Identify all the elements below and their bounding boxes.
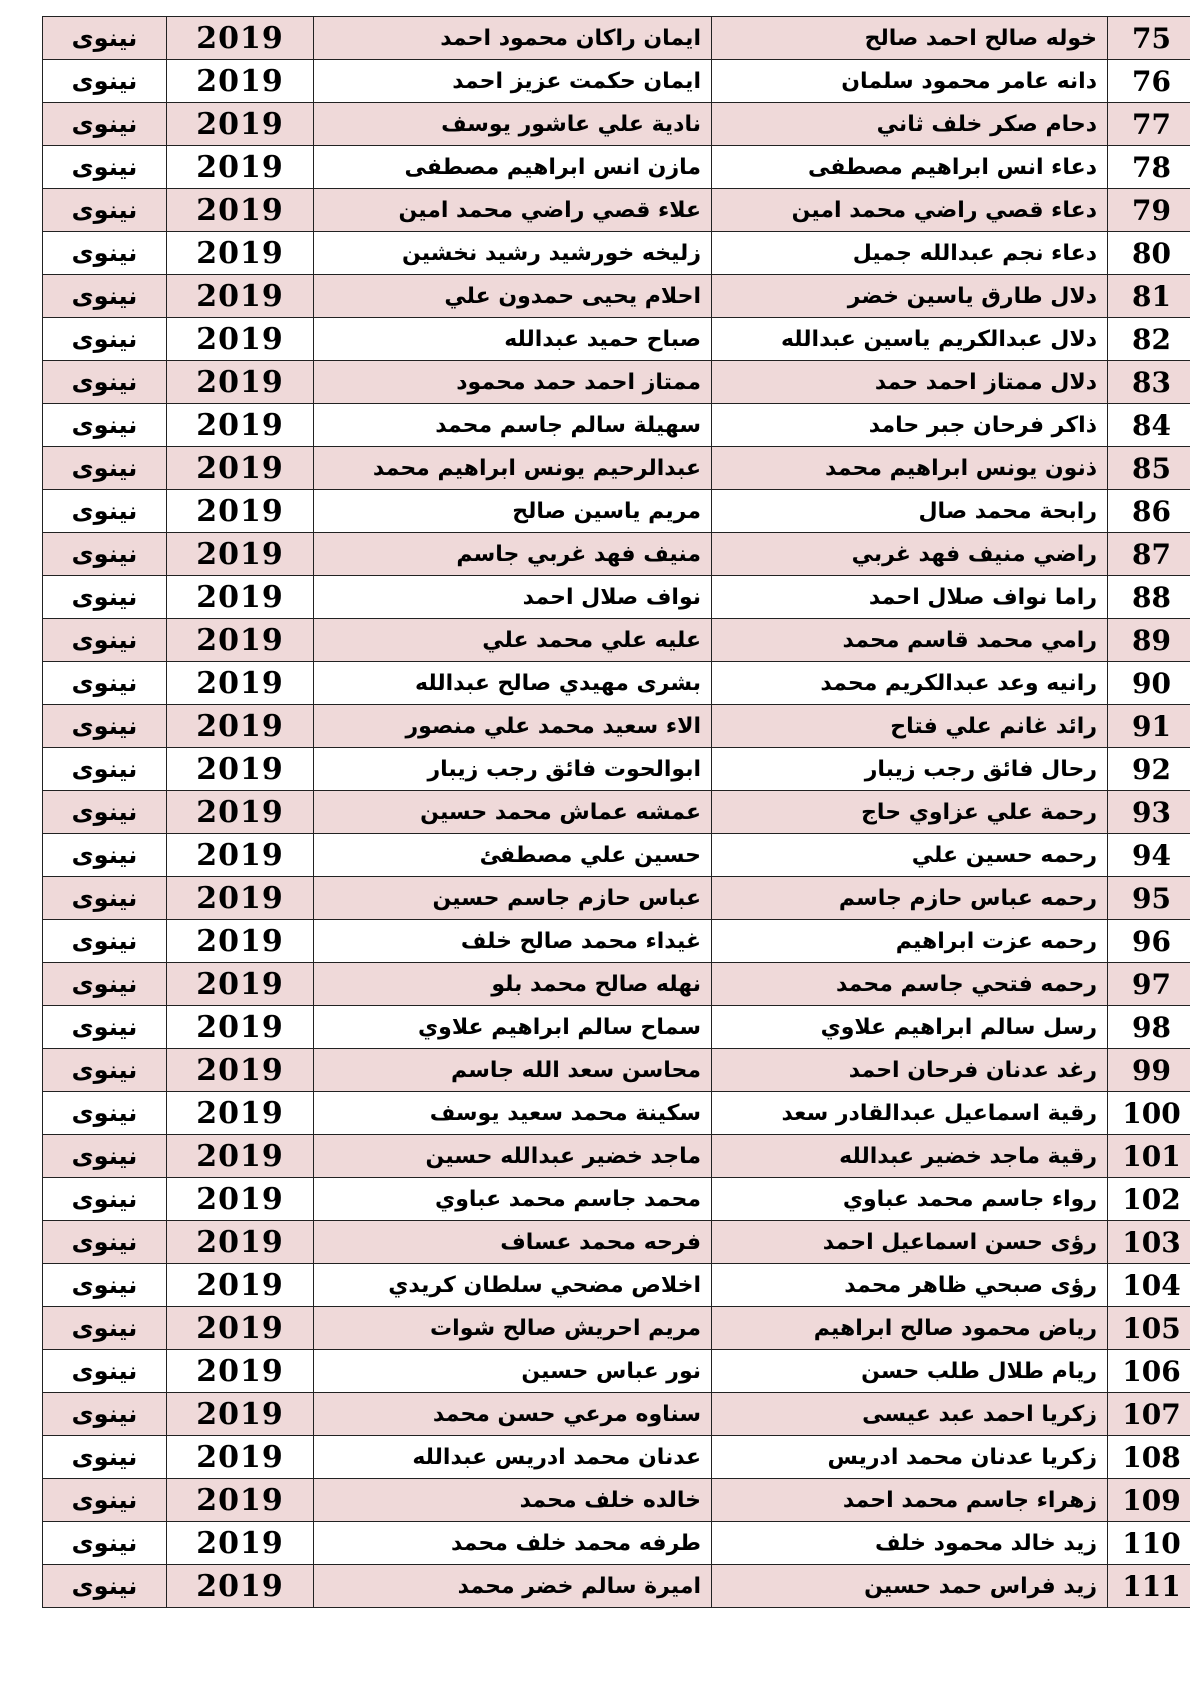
year-cell: 2019 bbox=[167, 1049, 314, 1092]
row-number-cell: 91 bbox=[1108, 705, 1190, 748]
row-number-cell: 103 bbox=[1108, 1221, 1190, 1264]
row-number-cell: 83 bbox=[1108, 361, 1190, 404]
mother-name-cell: الاء سعيد محمد علي منصور bbox=[314, 705, 712, 748]
table-row bbox=[43, 275, 1190, 318]
student-name-cell: رابحة محمد صال bbox=[712, 490, 1108, 533]
mother-name-cell: عباس حازم جاسم حسين bbox=[314, 877, 712, 920]
student-name-cell: دلال ممتاز احمد حمد bbox=[712, 361, 1108, 404]
student-name-cell: رانيه وعد عبدالكريم محمد bbox=[712, 662, 1108, 705]
student-name-cell: دعاء نجم عبدالله جميل bbox=[712, 232, 1108, 275]
mother-name-cell: غيداء محمد صالح خلف bbox=[314, 920, 712, 963]
governorate-cell: نينوى bbox=[43, 318, 167, 361]
student-name-cell: رحمه عزت ابراهيم bbox=[712, 920, 1108, 963]
year-cell: 2019 bbox=[167, 1522, 314, 1565]
row-number-cell: 93 bbox=[1108, 791, 1190, 834]
year-cell: 2019 bbox=[167, 189, 314, 232]
row-number-cell: 110 bbox=[1108, 1522, 1190, 1565]
table-row bbox=[43, 1178, 1190, 1221]
row-number-cell: 78 bbox=[1108, 146, 1190, 189]
mother-name-cell: ممتاز احمد حمد محمود bbox=[314, 361, 712, 404]
student-name-cell: رؤى حسن اسماعيل احمد bbox=[712, 1221, 1108, 1264]
row-number-cell: 75 bbox=[1108, 17, 1190, 60]
mother-name-cell: علاء قصي راضي محمد امين bbox=[314, 189, 712, 232]
student-name-cell: زيد فراس حمد حسين bbox=[712, 1565, 1108, 1608]
table-row bbox=[43, 17, 1190, 60]
row-number-cell: 96 bbox=[1108, 920, 1190, 963]
mother-name-cell: فرحه محمد عساف bbox=[314, 1221, 712, 1264]
student-name-cell: زكريا عدنان محمد ادريس bbox=[712, 1436, 1108, 1479]
governorate-cell: نينوى bbox=[43, 619, 167, 662]
table-row bbox=[43, 1135, 1190, 1178]
student-name-cell: رحمة علي عزاوي حاج bbox=[712, 791, 1108, 834]
year-cell: 2019 bbox=[167, 1393, 314, 1436]
year-cell: 2019 bbox=[167, 1565, 314, 1608]
table-row bbox=[43, 1049, 1190, 1092]
governorate-cell: نينوى bbox=[43, 1006, 167, 1049]
mother-name-cell: محاسن سعد الله جاسم bbox=[314, 1049, 712, 1092]
mother-name-cell: ايمان حكمت عزيز احمد bbox=[314, 60, 712, 103]
row-number-cell: 95 bbox=[1108, 877, 1190, 920]
year-cell: 2019 bbox=[167, 1178, 314, 1221]
row-number-cell: 79 bbox=[1108, 189, 1190, 232]
student-name-cell: رقية اسماعيل عبدالقادر سعد bbox=[712, 1092, 1108, 1135]
row-number-cell: 106 bbox=[1108, 1350, 1190, 1393]
table-row bbox=[43, 1307, 1190, 1350]
student-name-cell: رؤى صبحي ظاهر محمد bbox=[712, 1264, 1108, 1307]
student-name-cell: رسل سالم ابراهيم علاوي bbox=[712, 1006, 1108, 1049]
year-cell: 2019 bbox=[167, 103, 314, 146]
governorate-cell: نينوى bbox=[43, 404, 167, 447]
table-row bbox=[43, 834, 1190, 877]
year-cell: 2019 bbox=[167, 490, 314, 533]
year-cell: 2019 bbox=[167, 60, 314, 103]
student-name-cell: دعاء انس ابراهيم مصطفى bbox=[712, 146, 1108, 189]
year-cell: 2019 bbox=[167, 1221, 314, 1264]
mother-name-cell: منيف فهد غربي جاسم bbox=[314, 533, 712, 576]
year-cell: 2019 bbox=[167, 662, 314, 705]
mother-name-cell: اميرة سالم خضر محمد bbox=[314, 1565, 712, 1608]
governorate-cell: نينوى bbox=[43, 662, 167, 705]
year-cell: 2019 bbox=[167, 834, 314, 877]
governorate-cell: نينوى bbox=[43, 490, 167, 533]
table-row bbox=[43, 404, 1190, 447]
mother-name-cell: اخلاص مضحي سلطان كريدي bbox=[314, 1264, 712, 1307]
mother-name-cell: نواف صلال احمد bbox=[314, 576, 712, 619]
year-cell: 2019 bbox=[167, 920, 314, 963]
governorate-cell: نينوى bbox=[43, 791, 167, 834]
governorate-cell: نينوى bbox=[43, 17, 167, 60]
student-name-cell: رواء جاسم محمد عباوي bbox=[712, 1178, 1108, 1221]
governorate-cell: نينوى bbox=[43, 1264, 167, 1307]
student-name-cell: دلال عبدالكريم ياسين عبدالله bbox=[712, 318, 1108, 361]
mother-name-cell: نور عباس حسين bbox=[314, 1350, 712, 1393]
table-row bbox=[43, 1264, 1190, 1307]
student-name-cell: راما نواف صلال احمد bbox=[712, 576, 1108, 619]
governorate-cell: نينوى bbox=[43, 60, 167, 103]
table-row bbox=[43, 748, 1190, 791]
mother-name-cell: مازن انس ابراهيم مصطفى bbox=[314, 146, 712, 189]
table-row bbox=[43, 877, 1190, 920]
year-cell: 2019 bbox=[167, 533, 314, 576]
student-name-cell: دلال طارق ياسين خضر bbox=[712, 275, 1108, 318]
table-row bbox=[43, 361, 1190, 404]
year-cell: 2019 bbox=[167, 791, 314, 834]
mother-name-cell: زليخه خورشيد رشيد نخشين bbox=[314, 232, 712, 275]
student-name-cell: ريام طلال طلب حسن bbox=[712, 1350, 1108, 1393]
mother-name-cell: نهله صالح محمد بلو bbox=[314, 963, 712, 1006]
year-cell: 2019 bbox=[167, 1264, 314, 1307]
year-cell: 2019 bbox=[167, 748, 314, 791]
row-number-cell: 105 bbox=[1108, 1307, 1190, 1350]
governorate-cell: نينوى bbox=[43, 834, 167, 877]
table-row bbox=[43, 576, 1190, 619]
table-row bbox=[43, 447, 1190, 490]
table-row bbox=[43, 1350, 1190, 1393]
mother-name-cell: عبدالرحيم يونس ابراهيم محمد bbox=[314, 447, 712, 490]
student-name-cell: رحمه عباس حازم جاسم bbox=[712, 877, 1108, 920]
mother-name-cell: مريم ياسين صالح bbox=[314, 490, 712, 533]
mother-name-cell: خالده خلف محمد bbox=[314, 1479, 712, 1522]
mother-name-cell: صباح حميد عبدالله bbox=[314, 318, 712, 361]
governorate-cell: نينوى bbox=[43, 748, 167, 791]
table-row bbox=[43, 1393, 1190, 1436]
row-number-cell: 107 bbox=[1108, 1393, 1190, 1436]
student-name-cell: رائد غانم علي فتاح bbox=[712, 705, 1108, 748]
student-name-cell: رياض محمود صالح ابراهيم bbox=[712, 1307, 1108, 1350]
mother-name-cell: عدنان محمد ادريس عبدالله bbox=[314, 1436, 712, 1479]
year-cell: 2019 bbox=[167, 576, 314, 619]
table-row bbox=[43, 619, 1190, 662]
table-row bbox=[43, 318, 1190, 361]
table-row bbox=[43, 103, 1190, 146]
row-number-cell: 89 bbox=[1108, 619, 1190, 662]
mother-name-cell: حسين علي مصطفئ bbox=[314, 834, 712, 877]
student-name-cell: خوله صالح احمد صالح bbox=[712, 17, 1108, 60]
year-cell: 2019 bbox=[167, 1135, 314, 1178]
governorate-cell: نينوى bbox=[43, 1565, 167, 1608]
row-number-cell: 77 bbox=[1108, 103, 1190, 146]
mother-name-cell: سماح سالم ابراهيم علاوي bbox=[314, 1006, 712, 1049]
year-cell: 2019 bbox=[167, 447, 314, 490]
year-cell: 2019 bbox=[167, 232, 314, 275]
row-number-cell: 100 bbox=[1108, 1092, 1190, 1135]
mother-name-cell: طرفه محمد خلف محمد bbox=[314, 1522, 712, 1565]
row-number-cell: 111 bbox=[1108, 1565, 1190, 1608]
row-number-cell: 76 bbox=[1108, 60, 1190, 103]
student-name-cell: ذاكر فرحان جبر حامد bbox=[712, 404, 1108, 447]
governorate-cell: نينوى bbox=[43, 361, 167, 404]
student-name-cell: دعاء قصي راضي محمد امين bbox=[712, 189, 1108, 232]
year-cell: 2019 bbox=[167, 318, 314, 361]
governorate-cell: نينوى bbox=[43, 576, 167, 619]
year-cell: 2019 bbox=[167, 705, 314, 748]
governorate-cell: نينوى bbox=[43, 1307, 167, 1350]
mother-name-cell: عليه علي محمد علي bbox=[314, 619, 712, 662]
year-cell: 2019 bbox=[167, 963, 314, 1006]
governorate-cell: نينوى bbox=[43, 1393, 167, 1436]
row-number-cell: 97 bbox=[1108, 963, 1190, 1006]
governorate-cell: نينوى bbox=[43, 1522, 167, 1565]
student-name-cell: رحمه فتحي جاسم محمد bbox=[712, 963, 1108, 1006]
mother-name-cell: مريم احريش صالح شوات bbox=[314, 1307, 712, 1350]
table-row bbox=[43, 490, 1190, 533]
row-number-cell: 88 bbox=[1108, 576, 1190, 619]
row-number-cell: 81 bbox=[1108, 275, 1190, 318]
year-cell: 2019 bbox=[167, 1006, 314, 1049]
mother-name-cell: احلام يحيى حمدون علي bbox=[314, 275, 712, 318]
mother-name-cell: سناوه مرعي حسن محمد bbox=[314, 1393, 712, 1436]
student-name-cell: دانه عامر محمود سلمان bbox=[712, 60, 1108, 103]
table-row bbox=[43, 60, 1190, 103]
row-number-cell: 85 bbox=[1108, 447, 1190, 490]
row-number-cell: 86 bbox=[1108, 490, 1190, 533]
governorate-cell: نينوى bbox=[43, 447, 167, 490]
year-cell: 2019 bbox=[167, 146, 314, 189]
student-name-cell: رامي محمد قاسم محمد bbox=[712, 619, 1108, 662]
governorate-cell: نينوى bbox=[43, 1479, 167, 1522]
student-name-cell: ذنون يونس ابراهيم محمد bbox=[712, 447, 1108, 490]
governorate-cell: نينوى bbox=[43, 1049, 167, 1092]
year-cell: 2019 bbox=[167, 275, 314, 318]
year-cell: 2019 bbox=[167, 877, 314, 920]
governorate-cell: نينوى bbox=[43, 103, 167, 146]
year-cell: 2019 bbox=[167, 361, 314, 404]
table-row bbox=[43, 920, 1190, 963]
governorate-cell: نينوى bbox=[43, 1350, 167, 1393]
table-row bbox=[43, 791, 1190, 834]
table-row bbox=[43, 662, 1190, 705]
governorate-cell: نينوى bbox=[43, 705, 167, 748]
table-row bbox=[43, 1522, 1190, 1565]
table-row bbox=[43, 705, 1190, 748]
year-cell: 2019 bbox=[167, 17, 314, 60]
table-row bbox=[43, 1565, 1190, 1608]
student-name-cell: زهراء جاسم محمد احمد bbox=[712, 1479, 1108, 1522]
year-cell: 2019 bbox=[167, 1479, 314, 1522]
mother-name-cell: ماجد خضير عبدالله حسين bbox=[314, 1135, 712, 1178]
governorate-cell: نينوى bbox=[43, 920, 167, 963]
table-row bbox=[43, 963, 1190, 1006]
governorate-cell: نينوى bbox=[43, 189, 167, 232]
row-number-cell: 94 bbox=[1108, 834, 1190, 877]
table-row bbox=[43, 1006, 1190, 1049]
governorate-cell: نينوى bbox=[43, 1092, 167, 1135]
governorate-cell: نينوى bbox=[43, 232, 167, 275]
governorate-cell: نينوى bbox=[43, 877, 167, 920]
governorate-cell: نينوى bbox=[43, 146, 167, 189]
row-number-cell: 102 bbox=[1108, 1178, 1190, 1221]
table-row bbox=[43, 1436, 1190, 1479]
row-number-cell: 109 bbox=[1108, 1479, 1190, 1522]
year-cell: 2019 bbox=[167, 619, 314, 662]
student-name-cell: رقية ماجد خضير عبدالله bbox=[712, 1135, 1108, 1178]
mother-name-cell: محمد جاسم محمد عباوي bbox=[314, 1178, 712, 1221]
table-row bbox=[43, 1479, 1190, 1522]
table-body bbox=[43, 17, 1190, 1608]
student-name-cell: رغد عدنان فرحان احمد bbox=[712, 1049, 1108, 1092]
governorate-cell: نينوى bbox=[43, 1221, 167, 1264]
year-cell: 2019 bbox=[167, 404, 314, 447]
row-number-cell: 87 bbox=[1108, 533, 1190, 576]
table-row bbox=[43, 533, 1190, 576]
row-number-cell: 104 bbox=[1108, 1264, 1190, 1307]
table-row bbox=[43, 146, 1190, 189]
student-name-cell: دحام صكر خلف ثاني bbox=[712, 103, 1108, 146]
student-name-cell: رحمه حسين علي bbox=[712, 834, 1108, 877]
row-number-cell: 92 bbox=[1108, 748, 1190, 791]
table-row bbox=[43, 189, 1190, 232]
table-row bbox=[43, 232, 1190, 275]
row-number-cell: 90 bbox=[1108, 662, 1190, 705]
mother-name-cell: سكينة محمد سعيد يوسف bbox=[314, 1092, 712, 1135]
row-number-cell: 101 bbox=[1108, 1135, 1190, 1178]
governorate-cell: نينوى bbox=[43, 533, 167, 576]
mother-name-cell: سهيلة سالم جاسم محمد bbox=[314, 404, 712, 447]
mother-name-cell: نادية علي عاشور يوسف bbox=[314, 103, 712, 146]
row-number-cell: 80 bbox=[1108, 232, 1190, 275]
year-cell: 2019 bbox=[167, 1350, 314, 1393]
student-name-cell: زكريا احمد عبد عيسى bbox=[712, 1393, 1108, 1436]
governorate-cell: نينوى bbox=[43, 1436, 167, 1479]
governorate-cell: نينوى bbox=[43, 1178, 167, 1221]
row-number-cell: 82 bbox=[1108, 318, 1190, 361]
row-number-cell: 99 bbox=[1108, 1049, 1190, 1092]
table-row bbox=[43, 1092, 1190, 1135]
year-cell: 2019 bbox=[167, 1092, 314, 1135]
student-name-cell: رحال فائق رجب زيبار bbox=[712, 748, 1108, 791]
mother-name-cell: بشرى مهيدي صالح عبدالله bbox=[314, 662, 712, 705]
mother-name-cell: ابوالحوت فائق رجب زيبار bbox=[314, 748, 712, 791]
governorate-cell: نينوى bbox=[43, 963, 167, 1006]
mother-name-cell: عمشه عماش محمد حسين bbox=[314, 791, 712, 834]
year-cell: 2019 bbox=[167, 1436, 314, 1479]
year-cell: 2019 bbox=[167, 1307, 314, 1350]
names-table bbox=[42, 16, 1190, 1608]
table-row bbox=[43, 1221, 1190, 1264]
student-name-cell: راضي منيف فهد غربي bbox=[712, 533, 1108, 576]
student-name-cell: زيد خالد محمود خلف bbox=[712, 1522, 1108, 1565]
mother-name-cell: ايمان راكان محمود احمد bbox=[314, 17, 712, 60]
governorate-cell: نينوى bbox=[43, 1135, 167, 1178]
row-number-cell: 98 bbox=[1108, 1006, 1190, 1049]
row-number-cell: 108 bbox=[1108, 1436, 1190, 1479]
governorate-cell: نينوى bbox=[43, 275, 167, 318]
row-number-cell: 84 bbox=[1108, 404, 1190, 447]
